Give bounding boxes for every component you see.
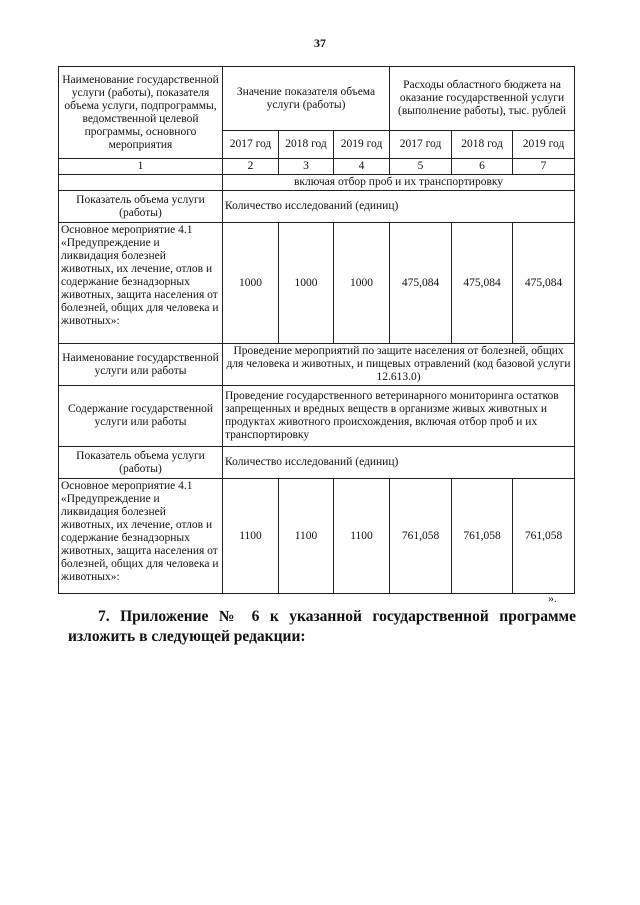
amendment-paragraph: 7. Приложение № 6 к указанной государственной программе изложить в следующей редакции:: [68, 608, 576, 645]
column-number: 1: [59, 159, 223, 175]
value-cell: 1100: [223, 479, 279, 594]
page-number: 37: [314, 36, 326, 50]
column-number: 7: [513, 159, 575, 175]
header-name-column: Наименование государственной услуги (работы), показателя объема услуги, подпрограммы, ведомственной целевой программы, основного мероприятия: [59, 67, 223, 159]
expense-cell: 761,058: [390, 479, 452, 594]
year-cell: 2018 год: [452, 131, 513, 159]
column-number: 2: [223, 159, 279, 175]
year-cell: 2017 год: [390, 131, 452, 159]
closing-quote: ».: [548, 591, 557, 605]
service-name-label: Наименование государственной услуги или работы: [59, 344, 223, 386]
year-cell: 2019 год: [513, 131, 575, 159]
measure-name: Основное мероприятие 4.1 «Предупреждение и ликвидация болезней животных, их лечение, отлов и содержание безнадзорных животных, защита населения от болезней, общих для человека и животных»:: [59, 223, 223, 344]
indicator-row: [59, 191, 575, 223]
header-expense-group: Расходы областного бюджета на оказание государственной услуги (выполнение работы), тыс. рублей: [390, 67, 575, 131]
expense-cell: 475,084: [452, 223, 513, 344]
measure-row: [59, 223, 575, 344]
column-number: 5: [390, 159, 452, 175]
indicator-value: Количество исследований (единиц): [223, 191, 575, 223]
column-number: 4: [334, 159, 390, 175]
year-cell: 2017 год: [223, 131, 279, 159]
expense-cell: 475,084: [390, 223, 452, 344]
service-name-value: Проведение мероприятий по защите населения от болезней, общих для человека и животных, и пищевых отравлений (код базовой услуги 12.613.0): [223, 344, 575, 386]
value-cell: 1000: [279, 223, 334, 344]
value-cell: 1100: [334, 479, 390, 594]
column-number: 3: [279, 159, 334, 175]
indicator-row: [59, 447, 575, 479]
year-cell: 2019 год: [334, 131, 390, 159]
value-cell: 1100: [279, 479, 334, 594]
continuation-text: включая отбор проб и их транспортировку: [223, 175, 575, 191]
measure-row: [59, 479, 575, 594]
service-content-row: [59, 386, 575, 447]
column-number: 6: [452, 159, 513, 175]
year-cell: 2018 год: [279, 131, 334, 159]
measure-name: Основное мероприятие 4.1 «Предупреждение и ликвидация болезней животных, их лечение, отлов и содержание безнадзорных животных, защита населения от болезней, общих для человека и животных»:: [59, 479, 223, 594]
indicator-label: Показатель объема услуги (работы): [59, 447, 223, 479]
empty-cell: [59, 175, 223, 191]
service-content-value: Проведение государственного ветеринарного мониторинга остатков запрещенных и вредных веществ в организме живых животных и продуктах животного происхождения, включая отбор проб и их транспортировку: [223, 386, 575, 447]
table-header-row: [59, 67, 575, 131]
service-name-row: [59, 344, 575, 386]
expense-cell: 761,058: [452, 479, 513, 594]
indicator-table: [58, 66, 575, 594]
value-cell: 1000: [334, 223, 390, 344]
column-number-row: [59, 159, 575, 175]
header-value-group: Значение показателя объема услуги (работы): [223, 67, 390, 131]
indicator-label: Показатель объема услуги (работы): [59, 191, 223, 223]
continuation-row: [59, 175, 575, 191]
indicator-value: Количество исследований (единиц): [223, 447, 575, 479]
value-cell: 1000: [223, 223, 279, 344]
service-content-label: Содержание государственной услуги или работы: [59, 386, 223, 447]
expense-cell: 761,058: [513, 479, 575, 594]
expense-cell: 475,084: [513, 223, 575, 344]
